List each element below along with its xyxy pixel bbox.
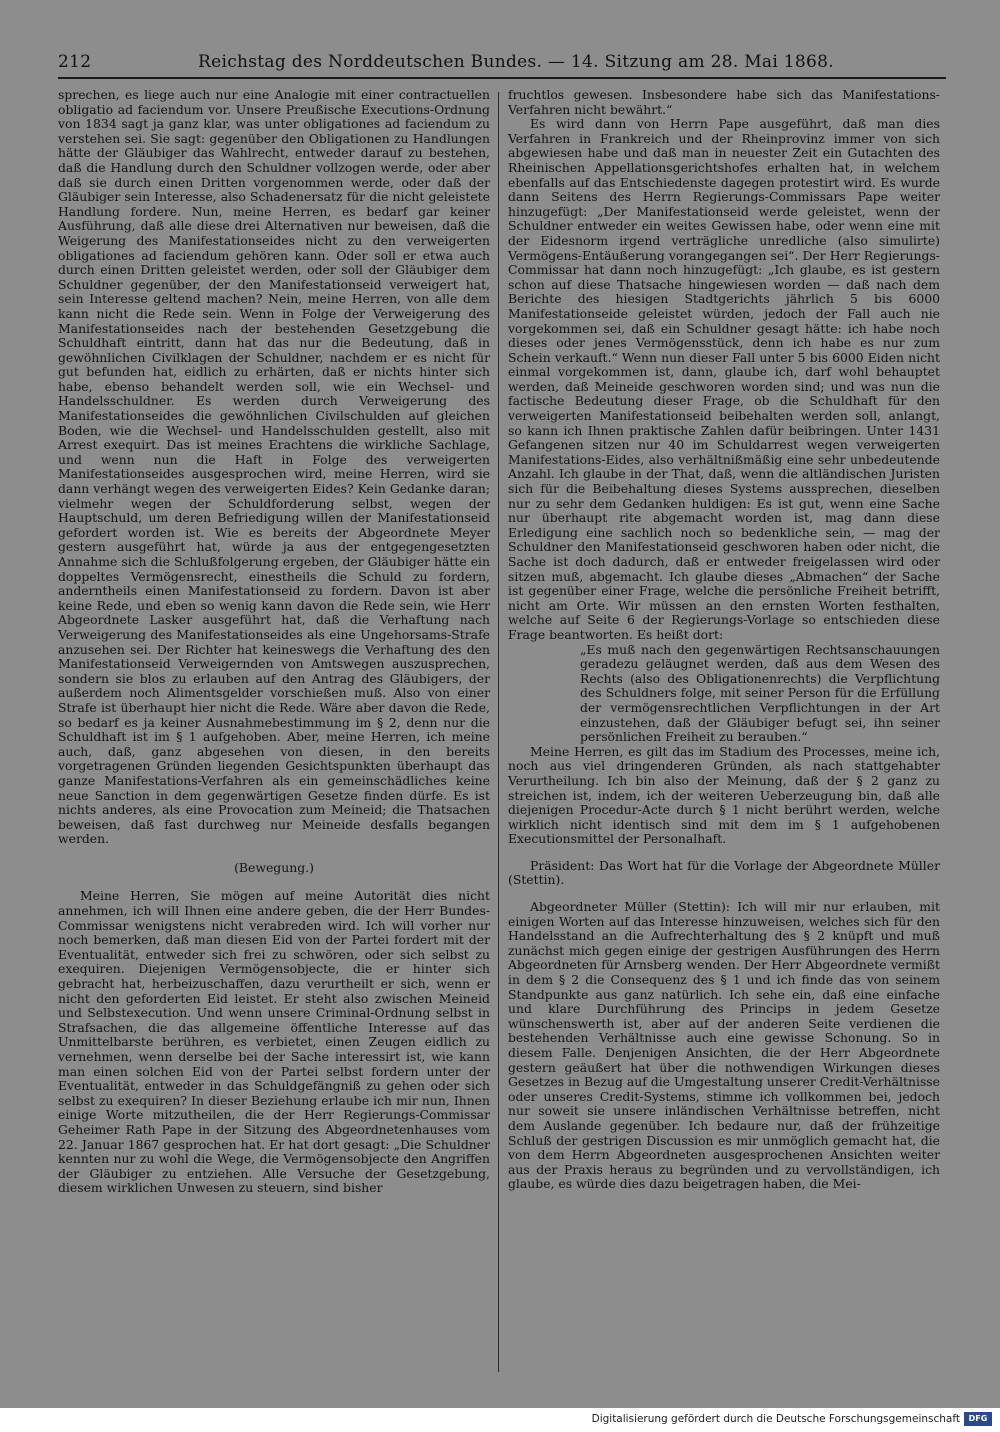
president-statement: Präsident: Das Wort hat für die Vorlage der Abgeordnete Müller (Stettin). — [508, 857, 940, 888]
paragraph: sprechen, es liege auch nur eine Analogie mit einer contractuellen obligatio ad faciendum vor. Unsere Preußische Executions-Ordnung von 1834 sagt ja ganz klar, was unter obligationes ad faciendum zu verstehen sei. Sie sagt: gegenüber den Obligationen zu Handlungen hätte der Gläubiger das Wahlrecht, entweder darauf zu bestehen, daß die Handlung durch den Schuldner vollzogen werde, oder aber daß sie durch einen Dritten vorgenommen werde, oder daß der Gläubiger sein Interesse, also Schadenersatz für die nicht geleistete Handlung fordere. Nun, meine Herren, es bedarf gar keiner Ausführung, daß alle diese drei Alternativen nur beweisen, daß die Weigerung des Manifestationseides nicht zu den verweigerten obligationes ad faciendum gehören kann. Oder soll er etwa auch durch einen Dritten geleistet werden, oder soll der Gläubiger dem Schuldner gegenüber, der den Manifestationseid verweigert hat, sein Interesse geltend machen? Nein, meine Herren, von alle dem kann nicht die Rede sein. Wenn in Folge der Verweigerung des Manifestationseides nach der bestehenden Gesetzgebung die Schuldhaft eintritt, dann hat das nur die Bedeutung, daß in gewöhnlichen Civilklagen der Schuldner, nachdem er es nicht für gut befunden hat, eidlich zu erhärten, daß er nichts hinter sich habe, ebenso behandelt werden soll, wie ein Wechsel- und Handelsschuldner. Es werden durch Verweigerung des Manifestationseides die gewöhnlichen Civilschulden auf gleichen Boden, wie die Wechsel- und Handelsschulden gestellt, also mit Arrest exequirt. Das ist meines Erachtens die wirkliche Sachlage, und wenn nun die Haft in Folge des verweigerten Manifestationseides ausgesprochen wird, meine Herren, wird sie dann verhängt wegen des verweigerten Eides? Kein Gedanke daran; vielmehr wegen der Schuldforderung selbst, wegen der Hauptschuld, um deren Befriedigung willen der Manifestationseid gefordert worden ist. Wie es bereits der Abgeordnete Meyer gestern ausgeführt hat, würde ja aus der entgegengesetzten Annahme sich die Schlußfolgerung ergeben, der Gläubiger hätte ein doppeltes Vermögensrecht, einestheils die Schuld zu fordern, anderntheils einen Manifestationseid zu fordern. Davon ist aber keine Rede, und eben so wenig kann davon die Rede sein, wie Herr Abgeordnete Lasker ausgeführt hat, daß die Verhaftung nach Verweigerung des Manifestationseides als eine Ungehorsams-Strafe anzusehen sei. Der Richter hat keineswegs die Verhaftung des den Manifestationseid Verweigernden von Amtswegen auszusprechen, sondern sie blos zu erlauben auf den Antrag des Gläubigers, der außerdem noch Alimentsgelder vorschießen muß. Also von einer Strafe ist überhaupt hier nicht die Rede. Wäre aber davon die Rede, so bedarf es ja keiner Ausnahmebestimmung im § 2, denn nur die Schuldhaft ist im § 1 aufgehoben. Aber, meine Herren, ich meine auch, daß, ganz abgesehen von diesen, in den bereits vorgetragenen Gründen liegenden Gesichtspunkten überhaupt das ganze Manifestations-Verfahren als ein gemeinschädliches keine neue Sanction in dem gegenwärtigen Gesetze finden dürfe. Es ist nichts anderes, als eine Provocation zum Meineid; die Thatsachen beweisen, daß fast durchweg nur Meineide desfalls begangen werden. — [58, 87, 490, 847]
speaker-mueller-paragraph: Abgeordneter Müller (Stettin): Ich will mir nur erlauben, mit einigen Worten auf das Interesse hinzuweisen, welches sich für den Handelsstand an die Aufrechterhaltung des § 2 knüpft und muß zunächst mich gegen einige der gestrigen Ausführungen des Herrn Abgeordneten für Arnsberg wenden. Der Herr Abgeordnete vermißt in dem § 2 die Consequenz des § 1 und ich finde das von seinem Standpunkte aus ganz natürlich. Ich sehe ein, daß eine einfache und klare Durchführung des Princips in jedem Gesetze wünschenswerth ist, aber auf der anderen Seite verdienen die bestehenden Verhältnisse auch eine gewisse Schonung. So in diesem Falle. Denjenigen Ansichten, die der Herr Abgeordnete gestern geäußert hat über die nothwendigen Wirkungen dieses Gesetzes in Bezug auf die Umgestaltung unserer Credit-Verhältnisse oder unseres Credit-Systems, stimme ich vollkommen bei, jedoch nur soweit sie unsere inländischen Verhältnisse betreffen, nicht dem Auslande gegenüber. Ich bedaure nur, daß der frühzeitige Schluß der gestrigen Discussion es mir unmöglich gemacht hat, die von dem Herrn Abgeordneten ausgesprochenen Ansichten weiter aus der Praxis heraus zu begründen und zu vervollständigen, ich glaube, es würde dies dazu beigetragen haben, die Mei- — [508, 899, 940, 1192]
header-rule — [58, 77, 946, 79]
left-column — [58, 88, 490, 1196]
funding-credit: Digitalisierung gefördert durch die Deutsche Forschungsgemeinschaft — [591, 1413, 960, 1425]
running-head: Reichstag des Norddeutschen Bundes. — 14. Sitzung am 28. Mai 1868. — [198, 52, 834, 72]
digitization-footer — [0, 1408, 1000, 1432]
page-header — [58, 50, 946, 80]
right-column — [508, 88, 940, 1192]
column-divider — [498, 92, 499, 1372]
page-number: 212 — [58, 52, 92, 72]
paragraph: Es wird dann von Herrn Pape ausgeführt, daß man dies Verfahren in Frankreich und der Rheinprovinz immer von sich abgewiesen habe und daß man in neuester Zeit ein Gutachten des Rheinischen Appellationsgerichtshofes erhalten hat, in welchem ebenfalls auf das Entschiedenste dagegen protestirt wird. Es wurde dann Seitens des Herrn Regierungs-Commissars Pape weiter hinzugefügt: „Der Manifestationseid werde geleistet, wenn der Schuldner entweder ein weites Gewissen habe, oder wenn eine mit der Eidesnorm irgend verträgliche unredliche (also simulirte) Vermögens-Entäußerung vorangegangen sei“. Der Herr Regierungs-Commissar hat dann noch hinzugefügt: „Ich glaube, es ist gestern schon auf diese Thatsache hingewiesen worden — daß nach dem Berichte des hiesigen Stadtgerichts jährlich 5 bis 6000 Manifestationseide geleistet würden, jedoch der Fall auch nie vorgekommen sei, daß ein Schuldner gesagt hätte: ich habe noch dieses oder jenes Vermögensstück, denn ich habe es nur zum Schein verkauft.“ Wenn nun dieser Fall unter 5 bis 6000 Eiden nicht einmal vorgekommen ist, dann, glaube ich, darf wohl behauptet werden, daß Meineide geschworen worden sind; und was nun die factische Bedeutung dieser Frage, ob die Schuldhaft für den verweigerten Manifestationseid beibehalten werden soll, anlangt, so kann ich Ihnen praktische Zahlen dafür beibringen. Unter 1431 Gefangenen sitzen nur 40 im Schuldarrest wegen verweigerten Manifestations-Eides, also verhältnißmäßig eine sehr unbedeutende Anzahl. Ich glaube in der That, daß, wenn die altländischen Juristen sich für die Beibehaltung dieses Systems aussprechen, dieselben nur zu sehr dem Gedanken huldigen: Es ist gut, wenn eine Sache nur überhaupt rite abgemacht worden ist, mag dann diese Erledigung eine sachlich noch so bedenkliche sein, — mag der Schuldner den Manifestationseid geschworen haben oder nicht, die Sache ist doch dadurch, daß er entweder freigelassen wird oder sitzen muß, abgemacht. Ich glaube dieses „Abmachen“ der Sache ist gegenüber einer Frage, welche die persönliche Freiheit betrifft, nicht am Orte. Wir müssen an den ernsten Worten festhalten, welche auf Seite 6 der Regierungs-Vorlage so entschieden diese Frage beantworten. Es heißt dort: — [508, 116, 940, 642]
dfg-logo: DFG — [964, 1412, 992, 1426]
paragraph: Meine Herren, es gilt das im Stadium des Processes, meine ich, noch aus viel dringenderen Gründen, als nach stattgehabter Verurtheilung. Ich bin also der Meinung, daß der § 2 ganz zu streichen ist, indem, ich der weiteren Ueberzeugung bin, daß alle diejenigen Procedur-Acte durch § 1 nicht berührt werden, welche wirklich nicht identisch sind mit dem im § 1 aufgehobenen Executionsmittel der Personalhaft. — [508, 743, 940, 847]
block-quote: „Es muß nach den gegenwärtigen Rechtsanschauungen geradezu geläugnet werden, daß aus dem Wesen des Rechts (also des Obligationenrechts) die Verpflichtung des Schuldners folge, mit seiner Person für die Erfüllung der vermögensrechtlichen Verpflichtungen in der Art einzustehen, daß der Gläubiger befugt sei, ihn seiner persönlichen Freiheit zu berauben.“ — [580, 641, 940, 745]
paragraph: Meine Herren, Sie mögen auf meine Autorität dies nicht annehmen, ich will Ihnen eine andere geben, die der Herr Bundes-Commissar wenigstens nicht verabreden wird. Ich will vorher nur noch bemerken, daß man diesen Eid von der Partei fordert mit der Eventualität, entweder sich frei zu schwören, oder sich selbst zu exequiren. Diejenigen Vermögensobjecte, die er hinter sich gebracht hat, herbeizuschaffen, dazu verurtheilt er sich, wenn er nicht den geforderten Eid leistet. Er steht also zwischen Meineid und Selbstexecution. Und wenn unsere Criminal-Ordnung selbst in Strafsachen, die das allgemeine öffentliche Interesse auf das Unmittelbarste berühren, es verbietet, einen Zeugen eidlich zu vernehmen, wenn derselbe bei der Sache interessirt ist, wie kann man einen solchen Eid von der Partei selbst fordern unter der Eventualität, entweder in das Schuldgefängniß zu gehen oder sich selbst zu exequiren? In dieser Beziehung erlaube ich mir nun, Ihnen einige Worte mitzutheilen, die der Herr Regierungs-Commissar Geheimer Rath Pape in der Sitzung des Abgeordnetenhauses vom 22. Januar 1867 gesprochen hat. Er hat dort gesagt: „Die Schuldner kennten nur zu wohl die Wege, die Vermögensobjecte den Angriffen der Gläubiger zu entziehen. Alle Versuche der Gesetzgebung, diesem wirklichen Unwesen zu steuern, sind bisher — [58, 888, 490, 1196]
paragraph: fruchtlos gewesen. Insbesondere habe sich das Manifestations-Verfahren nicht bewährt.“ — [508, 87, 940, 117]
stage-direction: (Bewegung.) — [234, 859, 314, 875]
